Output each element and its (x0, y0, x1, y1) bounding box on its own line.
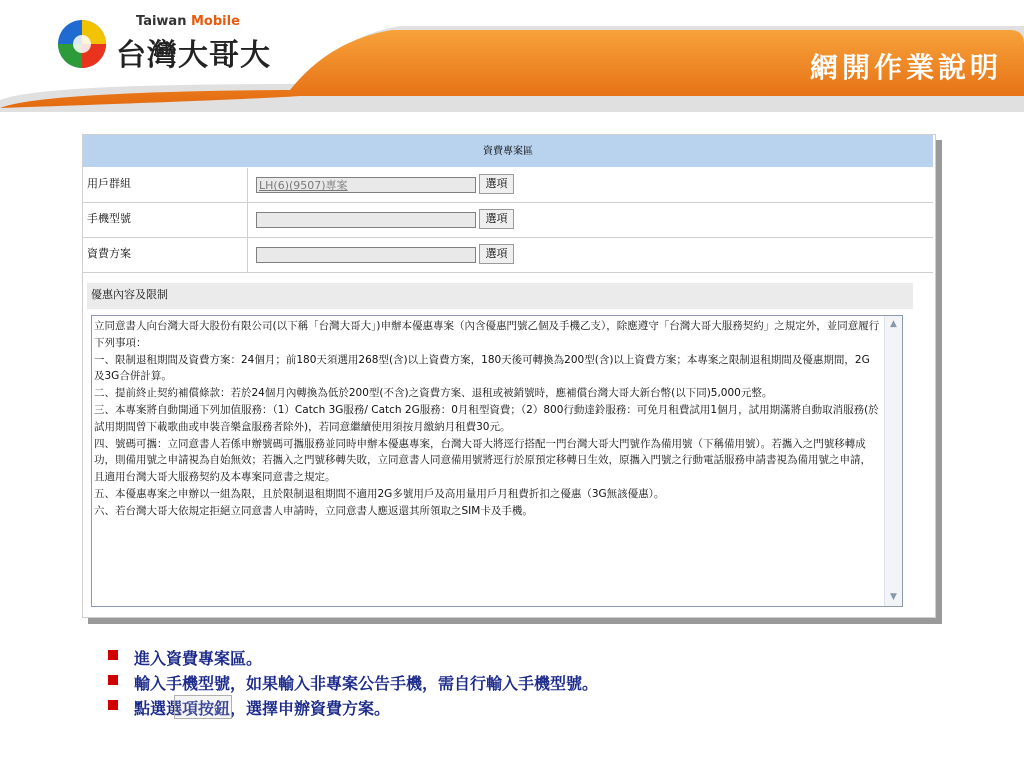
zone-title: 資費專案區 (83, 135, 933, 167)
offer-terms-textarea[interactable] (91, 315, 903, 607)
bullet-square-icon (108, 675, 118, 685)
tariff-project-panel (82, 134, 936, 618)
vertical-scrollbar[interactable] (884, 316, 902, 606)
offer-paragraph: 立同意書人向台灣大哥大股份有限公司(以下稱「台灣大哥大」)申辦本優惠專案（內含優惠門號乙個及手機乙支），除應遵守「台灣大哥大服務契約」之規定外，並同意履行下列事項： (94, 320, 880, 349)
logo-english-suffix: Mobile (191, 14, 240, 29)
offer-terms-text (94, 318, 880, 520)
offer-paragraph: 一、限制退租期間及資費方案：24個月；前180天須選用268型(含)以上資費方案，180天後可轉換為200型(含)以上資費方案；本專案之限制退租期間及優惠期間，2G及3G合併計算。 (94, 353, 870, 383)
bullet-square-icon (108, 650, 118, 660)
user-group-option-button[interactable]: 選項 (479, 174, 514, 194)
row-divider (247, 168, 248, 202)
offer-paragraph: 六、若台灣大哥大依規定拒絕立同意書人申請時，立同意書人應返還其所領取之SIM卡及手機。 (94, 504, 533, 517)
instruction-text: 進入資費專案區。 (134, 649, 263, 668)
tariff-plan-option-button[interactable]: 選項 (479, 244, 514, 264)
scroll-up-icon[interactable]: ▲ (890, 319, 897, 329)
bullet-square-icon (108, 700, 118, 710)
scroll-down-icon[interactable]: ▼ (890, 592, 897, 602)
user-group-field[interactable]: LH(6)(9507)專案 (256, 177, 476, 193)
slide-header (0, 0, 1024, 112)
row-divider (247, 203, 248, 237)
instruction-text: 輸入手機型號，如果輸入非專案公告手機，需自行輸入手機型號。 (134, 674, 599, 693)
phone-model-label: 手機型號 (87, 212, 131, 225)
offer-paragraph: 四、號碼可攜：立同意書人若係申辦號碼可攜服務並同時申辦本優惠專案，台灣大哥大將逕行搭配一門台灣大哥大門號作為備用號（下稱備用號）。若攜入之門號移轉成功，則備用號之申請視為自始無效；若攜入之門號移轉失敗，立同意書人同意備用號將逕行於原預定移轉日生效，原攜入門號之行動電話服務申請書視為備用號之申請，且適用台灣大哥大服務契約及本專案同意書之規定。 (94, 437, 871, 484)
row-divider (247, 238, 248, 272)
offer-paragraph: 三、本專案將自動開通下列加值服務：（1）Catch 3G服務/ Catch 2G服務：0月租型資費；（2）800行動達鈴服務：可免月租費試用1個月，試用期滿將自動取消服務(於試用期間曾下載歌曲或申裝音樂盒服務者除外)，若同意繼續使用須按月繳納月租費30元。 (94, 403, 879, 433)
logo-english-prefix: Taiwan (136, 14, 187, 29)
logo-chinese: 台灣大哥大 (116, 38, 271, 73)
page-title: 網開作業說明 (809, 51, 1002, 84)
user-group-label: 用戶群組 (87, 177, 131, 190)
tariff-plan-field[interactable] (256, 247, 476, 263)
taiwan-mobile-logo-icon (56, 18, 108, 70)
offer-terms-header: 優惠內容及限制 (87, 283, 913, 309)
phone-model-row (83, 203, 933, 238)
offer-paragraph: 二、提前終止契約補償條款：若於24個月內轉換為低於200型(不含)之資費方案、退租或被銷號時，應補償台灣大哥大新台幣(以下同)5,000元整。 (94, 387, 773, 400)
instruction-text: 點選選項按鈕，選擇申辦資費方案。 (134, 699, 391, 718)
logo-english (136, 14, 240, 29)
user-group-row (83, 168, 933, 203)
phone-model-option-button[interactable]: 選項 (479, 209, 514, 229)
tariff-plan-label: 資費方案 (87, 247, 131, 260)
offer-paragraph: 五、本優惠專案之申辦以一組為限，且於限制退租期間不適用2G多號用戶及高用量用戶月租費折扣之優惠（3G無該優惠）。 (94, 487, 665, 500)
tariff-plan-row (83, 238, 933, 273)
option-word-highlight (174, 695, 232, 719)
phone-model-field[interactable] (256, 212, 476, 228)
